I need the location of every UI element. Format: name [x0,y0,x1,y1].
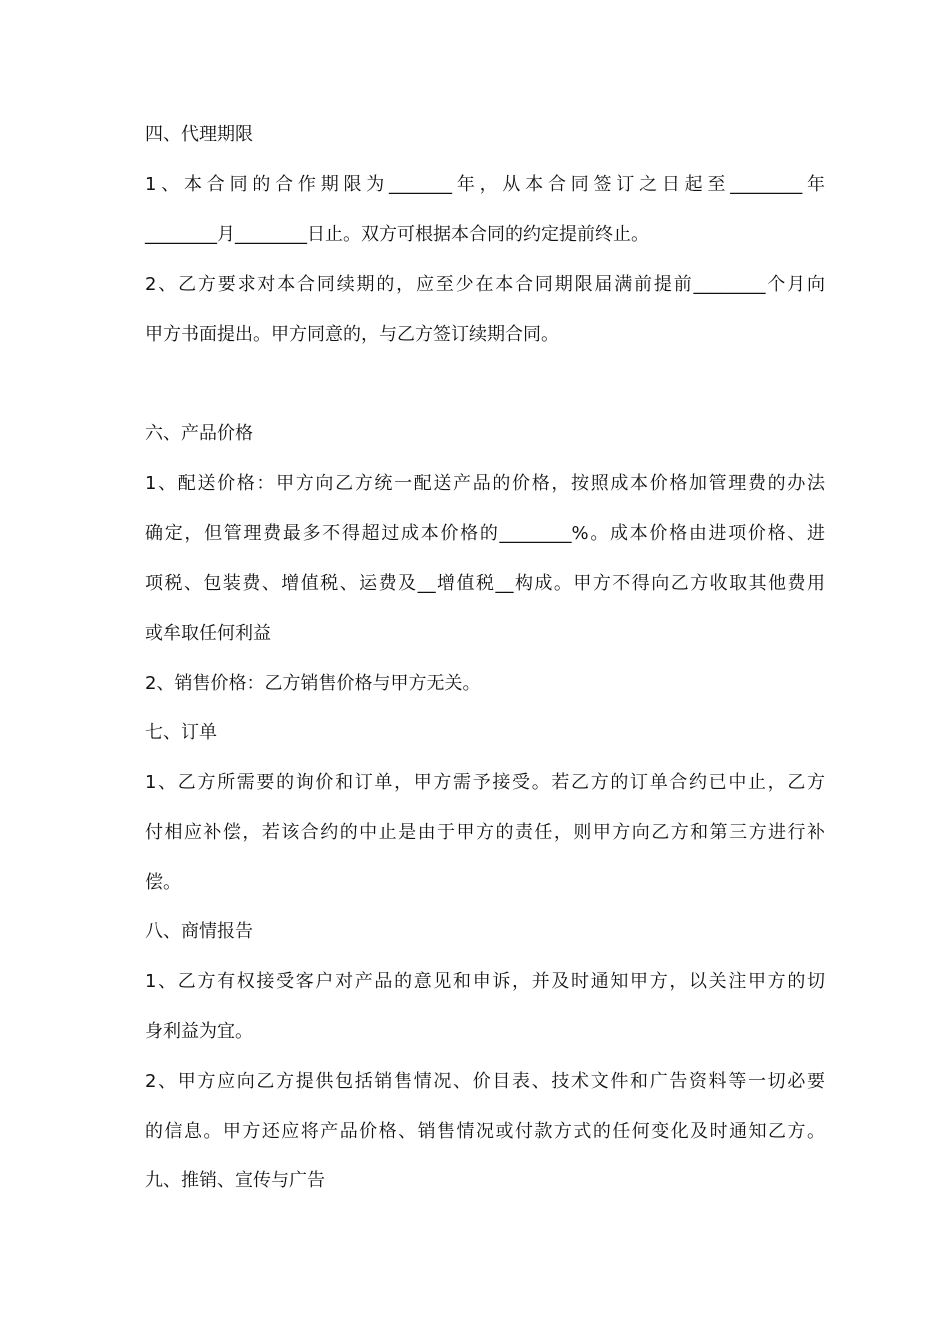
paragraph-line: 1、乙方所需要的询价和订单，甲方需予接受。若乙方的订单合约已中止，乙方 [145,772,825,793]
paragraph-line: 确定，但管理费最多不得超过成本价格的________%。成本价格由进项价格、进 [145,523,825,544]
paragraph-line: 或牟取任何利益 [145,623,271,644]
paragraph-line: 1、乙方有权接受客户对产品的意见和申诉，并及时通知甲方，以关注甲方的切 [145,971,825,992]
paragraph-line: 2、销售价格：乙方销售价格与甲方无关。 [145,673,481,694]
paragraph-line: 项税、包装费、增值税、运费及__增值税__构成。甲方不得向乙方收取其他费用 [145,573,825,594]
paragraph-line: 付相应补偿，若该合约的中止是由于甲方的责任，则甲方向乙方和第三方进行补 [145,822,825,843]
section-heading-order: 七、订单 [145,722,217,743]
section-heading-report: 八、商情报告 [145,921,253,942]
paragraph-line: 的信息。甲方还应将产品价格、销售情况或付款方式的任何变化及时通知乙方。 [145,1121,825,1142]
section-heading-price: 六、产品价格 [145,423,253,444]
paragraph-line: ________月________日止。双方可根据本合同的约定提前终止。 [145,224,649,245]
paragraph-line: 1、本合同的合作期限为_______年，从本合同签订之日起至________年 [145,174,825,195]
section-heading-term: 四、代理期限 [145,124,253,145]
paragraph-line: 甲方书面提出。甲方同意的，与乙方签订续期合同。 [145,324,559,345]
paragraph-line: 1、配送价格：甲方向乙方统一配送产品的价格，按照成本价格加管理费的办法 [145,473,825,494]
paragraph-line: 2、甲方应向乙方提供包括销售情况、价目表、技术文件和广告资料等一切必要 [145,1071,825,1092]
section-heading-promotion: 九、推销、宣传与广告 [145,1170,325,1191]
paragraph-line: 身利益为宜。 [145,1021,253,1042]
paragraph-line: 偿。 [145,872,181,893]
paragraph-line: 2、乙方要求对本合同续期的，应至少在本合同期限届满前提前________个月向 [145,274,825,295]
